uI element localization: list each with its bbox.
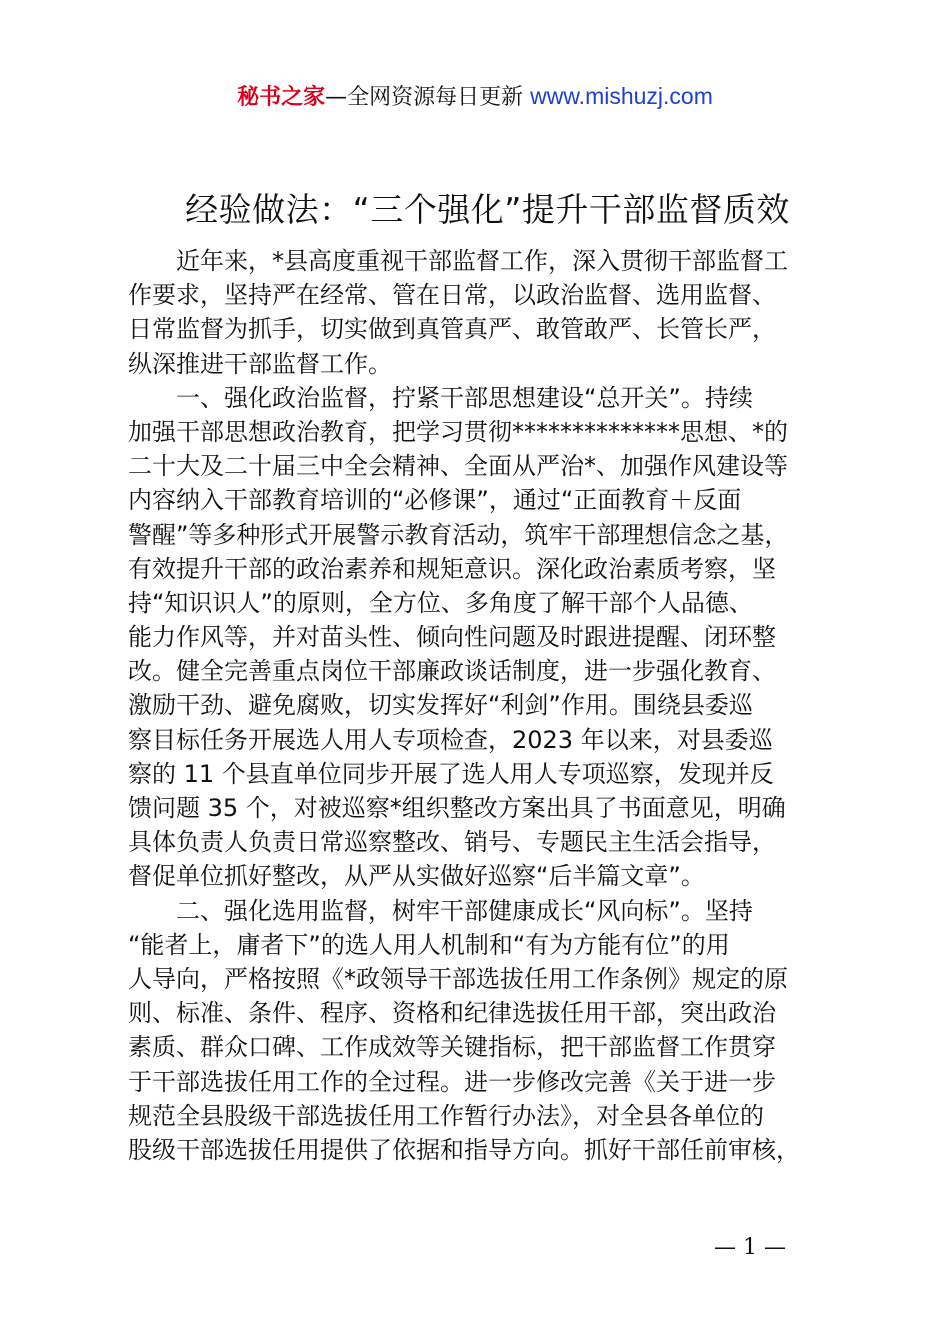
site-url-link[interactable]: www.mishuzj.com xyxy=(530,83,713,109)
body-line: 警醒”等多种形式开展警示教育活动，筑牢干部理想信念之基， xyxy=(128,520,789,549)
body-line: 察的 11 个县直单位同步开展了选人用人专项巡察，发现并反 xyxy=(128,759,774,788)
body-line: 能力作风等，并对苗头性、倾向性问题及时跟进提醒、闭环整 xyxy=(128,623,776,652)
body-line: 于干部选拔任用工作的全过程。进一步修改完善《关于进一步 xyxy=(128,1067,776,1096)
body-line: 持“知识识人”的原则，全方位、多角度了解干部个人品德、 xyxy=(128,588,753,617)
body-line: 具体负责人负责日常巡察整改、销号、专题民主生活会指导， xyxy=(128,828,776,857)
body-line: 人导向，严格按照《*政领导干部选拔任用工作条例》规定的原 xyxy=(128,964,788,993)
site-brand-name: 秘书之家 xyxy=(237,85,326,110)
body-line: 规范全县股级干部选拔任用工作暂行办法》，对全县各单位的 xyxy=(128,1101,764,1130)
body-line: 则、标准、条件、程序、资格和纪律选拔任用干部，突出政治 xyxy=(128,999,776,1028)
body-line: 二、强化选用监督，树牢干部健康成长“风向标”。坚持 xyxy=(128,896,753,925)
body-line: 日常监督为抓手，切实做到真管真严、敢管敢严、长管长严， xyxy=(128,315,776,344)
body-line: 察目标任务开展选人用人专项检查，2023 年以来，对县委巡 xyxy=(128,725,773,754)
body-line: 有效提升干部的政治素养和规矩意识。深化政治素质考察，坚 xyxy=(128,554,776,583)
document-body xyxy=(128,244,858,1167)
body-line: 一、强化政治监督，拧紧干部思想建设“总开关”。持续 xyxy=(128,383,753,412)
body-line: “能者上，庸者下”的选人用人机制和“有为方能有位”的用 xyxy=(128,930,730,959)
body-line: 二十大及二十届三中全会精神、全面从严治*、加强作风建设等 xyxy=(128,452,788,481)
site-tagline: —全网资源每日更新 xyxy=(325,85,531,110)
body-line: 纵深推进干部监督工作。 xyxy=(128,349,392,378)
body-line: 股级干部选拔任用提供了依据和指导方向。抓好干部任前审核， xyxy=(128,1135,800,1164)
body-line: 激励干劲、避免腐败，切实发挥好“利剑”作用。围绕县委巡 xyxy=(128,691,753,720)
document-title: 经验做法：“三个强化”提升干部监督质效 xyxy=(185,190,790,229)
body-line: 作要求，坚持严在经常、管在日常，以政治监督、选用监督、 xyxy=(128,281,776,310)
page-number: — 1 — xyxy=(714,1235,786,1260)
body-line: 督促单位抓好整改，从严从实做好巡察“后半篇文章”。 xyxy=(128,862,705,891)
body-line: 素质、群众口碑、工作成效等关键指标，把干部监督工作贯穿 xyxy=(128,1033,776,1062)
body-line: 近年来，*县高度重视干部监督工作，深入贯彻干部监督工 xyxy=(128,247,788,275)
body-line: 改。健全完善重点岗位干部廉政谈话制度，进一步强化教育、 xyxy=(128,657,776,686)
body-line: 馈问题 35 个，对被巡察*组织整改方案出具了书面意见，明确 xyxy=(128,794,786,822)
body-line: 内容纳入干部教育培训的“必修课”，通过“正面教育＋反面 xyxy=(128,486,742,515)
site-header-banner xyxy=(0,80,950,114)
body-line: 加强干部思想政治教育，把学习贯彻**************思想、*的 xyxy=(128,417,788,446)
